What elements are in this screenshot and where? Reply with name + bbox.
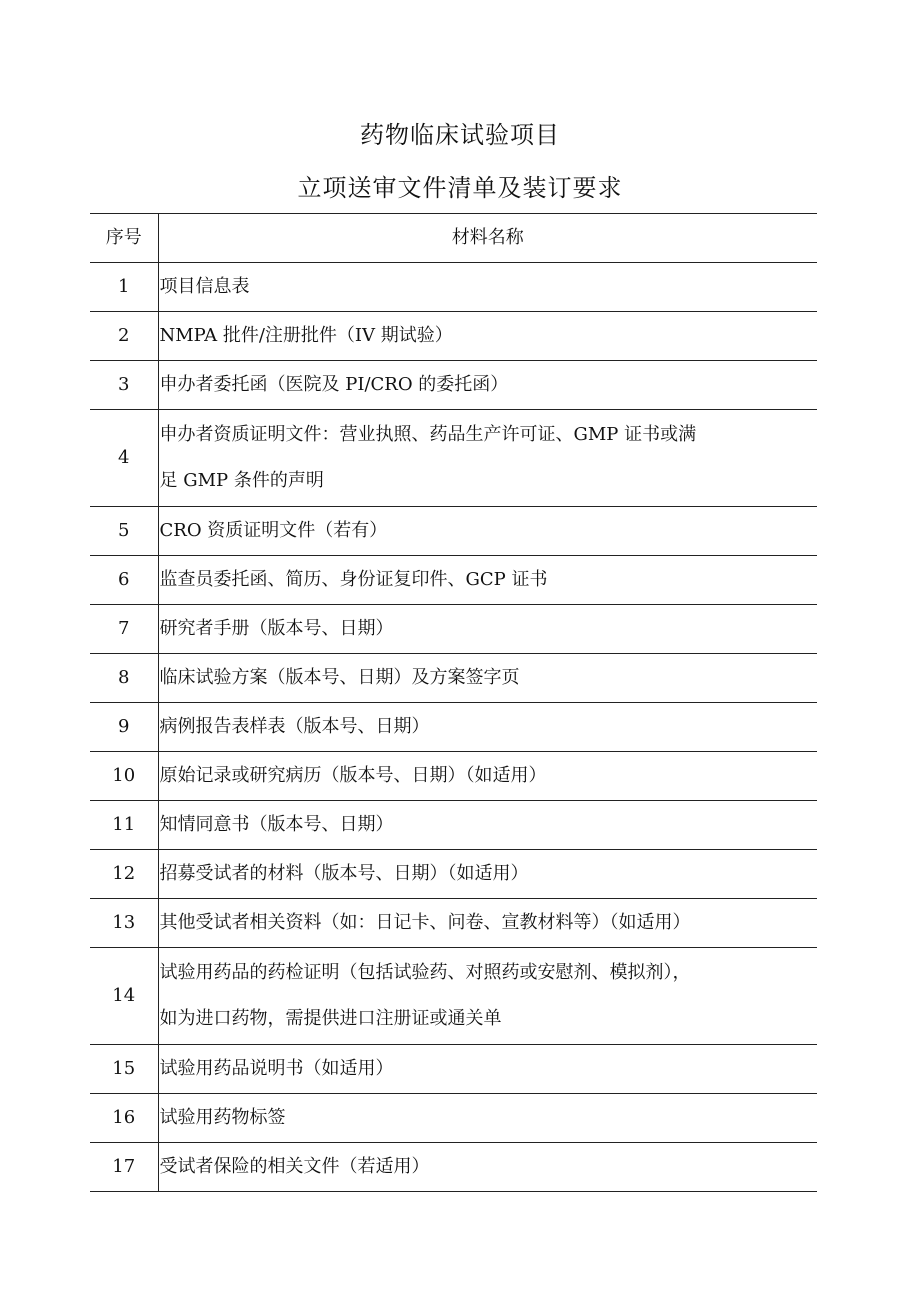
material-name: 试验用药物标签 — [158, 1094, 817, 1143]
row-number: 7 — [90, 605, 158, 654]
table-row — [90, 556, 817, 605]
table-row — [90, 1143, 817, 1192]
material-name: 招募受试者的材料（版本号、日期）（如适用） — [158, 850, 817, 899]
table-row — [90, 703, 817, 752]
material-name: CRO 资质证明文件（若有） — [158, 507, 817, 556]
table-row — [90, 752, 817, 801]
table-header-row — [90, 214, 817, 263]
table-row — [90, 1094, 817, 1143]
table-row — [90, 312, 817, 361]
table-row — [90, 507, 817, 556]
table-row — [90, 1045, 817, 1094]
row-number: 15 — [90, 1045, 158, 1094]
material-name: 知情同意书（版本号、日期） — [158, 801, 817, 850]
header-name: 材料名称 — [158, 214, 817, 263]
row-number: 1 — [90, 263, 158, 312]
row-number: 13 — [90, 899, 158, 948]
document-subtitle: 立项送审文件清单及装订要求 — [297, 174, 623, 202]
row-number: 5 — [90, 507, 158, 556]
row-number: 2 — [90, 312, 158, 361]
row-number: 10 — [90, 752, 158, 801]
material-name: 申办者委托函（医院及 PI/CRO 的委托函） — [158, 361, 817, 410]
row-number: 11 — [90, 801, 158, 850]
table-row — [90, 605, 817, 654]
table-row — [90, 801, 817, 850]
material-name: 原始记录或研究病历（版本号、日期）（如适用） — [158, 752, 817, 801]
material-name: 申办者资质证明文件：营业执照、药品生产许可证、GMP 证书或满 足 GMP 条件的声明 — [158, 410, 817, 507]
table-row — [90, 899, 817, 948]
row-number: 9 — [90, 703, 158, 752]
material-name: 受试者保险的相关文件（若适用） — [158, 1143, 817, 1192]
row-number: 16 — [90, 1094, 158, 1143]
material-name: 病例报告表样表（版本号、日期） — [158, 703, 817, 752]
material-name: 临床试验方案（版本号、日期）及方案签字页 — [158, 654, 817, 703]
row-number: 12 — [90, 850, 158, 899]
material-name: 监查员委托函、简历、身份证复印件、GCP 证书 — [158, 556, 817, 605]
table-row — [90, 263, 817, 312]
document-title: 药物临床试验项目 — [360, 121, 560, 149]
material-name: 其他受试者相关资料（如：日记卡、问卷、宣教材料等）（如适用） — [158, 899, 817, 948]
table-row — [90, 361, 817, 410]
row-number: 8 — [90, 654, 158, 703]
material-name: 试验用药品说明书（如适用） — [158, 1045, 817, 1094]
row-number: 17 — [90, 1143, 158, 1192]
material-name: 项目信息表 — [158, 263, 817, 312]
row-number: 14 — [90, 948, 158, 1045]
row-number: 4 — [90, 410, 158, 507]
header-no: 序号 — [90, 214, 158, 263]
table-row — [90, 850, 817, 899]
material-name: NMPA 批件/注册批件（IV 期试验） — [158, 312, 817, 361]
material-name: 研究者手册（版本号、日期） — [158, 605, 817, 654]
table-row — [90, 654, 817, 703]
row-number: 6 — [90, 556, 158, 605]
material-name: 试验用药品的药检证明（包括试验药、对照药或安慰剂、模拟剂）， 如为进口药物，需提供进口注册证或通关单 — [158, 948, 817, 1045]
row-number: 3 — [90, 361, 158, 410]
materials-table — [90, 213, 817, 1192]
table-row — [90, 948, 817, 1045]
table-row — [90, 410, 817, 507]
